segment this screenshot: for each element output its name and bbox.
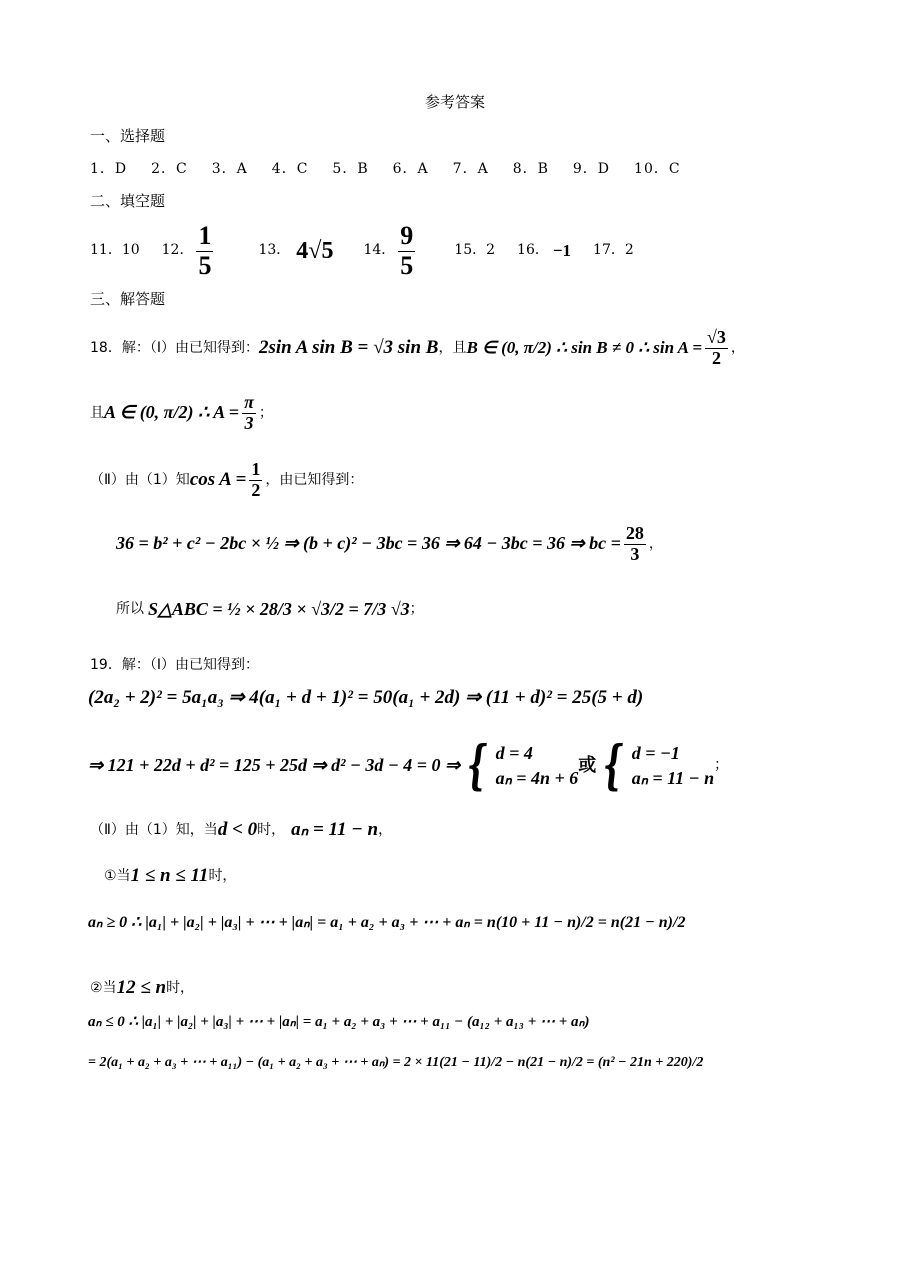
numerator: 1: [198, 221, 212, 250]
q18-part1: [90, 328, 745, 369]
q19-text: （Ⅱ）由（1）知，当: [90, 821, 218, 838]
q19-condition: 1 ≤ n ≤ 11: [130, 865, 209, 886]
q19-equation: aₙ ≤ 0 ∴ |a₁| + |a₂| + |a₃| + ⋯ + |aₙ| = a₁ + a₂ + a₃ + ⋯ + a₁₁ − (a₁₂ + a₁₃ + ⋯ + aₙ): [88, 1014, 590, 1030]
mcq-answer: 3．A: [211, 161, 248, 177]
section-fill-heading: 二、填空题: [90, 192, 166, 210]
q18-text: （Ⅱ）由（1）知: [90, 471, 190, 488]
numerator: 28: [625, 523, 644, 543]
mcq-answer: 2．C: [151, 161, 188, 177]
q19-text: 19．解：（Ⅰ）由已知得到：: [90, 657, 259, 673]
q18-part2-derivation: [116, 524, 663, 565]
q18-equation: 2sin A sin B = √3 sin B: [258, 336, 439, 358]
q19-case1-sum: [88, 914, 685, 932]
q19-text: ；: [714, 757, 729, 774]
page-title: 参考答案: [424, 93, 485, 111]
q18-equation: A ∈ (0, π/2) ∴ A =: [104, 402, 240, 423]
fill-answer-17: 17．2: [593, 242, 634, 259]
fill-label-16: 16．: [517, 242, 549, 259]
fill-answer-15: 15．2: [454, 242, 496, 259]
fraction: [624, 524, 646, 565]
q18-text: ；: [409, 601, 424, 618]
q19-equation: ⇒ 121 + 22d + d² = 125 + 25d ⇒ d² − 3d − 4 = 0 ⇒: [88, 755, 461, 776]
case2-an: aₙ = 11 − n: [631, 768, 715, 788]
fill-label-12: 12．: [161, 242, 194, 259]
q19-condition: d < 0: [217, 819, 258, 840]
denominator: 2: [711, 347, 721, 368]
q18-part1-cont: [90, 393, 273, 434]
q18-text: ，由已知得到：: [265, 471, 364, 488]
fill-answers: [90, 222, 656, 280]
q19-text: 时，: [166, 979, 195, 996]
mcq-answer: 5．B: [332, 161, 369, 177]
fill-label-14: 14．: [363, 242, 396, 259]
q19-equation: aₙ = 11 − n: [291, 819, 379, 840]
q19-equation: aₙ ≥ 0 ∴ |a₁| + |a₂| + |a₃| + ⋯ + |aₙ| = a₁ + a₂ + a₃ + ⋯ + aₙ = n(10 + 11 − n)/2 = n(21 − n)/2: [88, 914, 686, 931]
q19-equation-1: [88, 688, 643, 709]
left-brace: {: [466, 735, 487, 796]
denominator: 5: [198, 250, 212, 280]
mcq-answer: 8．B: [512, 161, 549, 177]
fill-answer-16: [517, 242, 571, 261]
fill-answer-13: [258, 238, 333, 264]
mcq-answer: 10．C: [634, 161, 681, 177]
denominator: 5: [400, 250, 414, 280]
q19-heading: [90, 656, 259, 673]
q18-text: ，且: [438, 339, 467, 356]
mcq-answers: [90, 162, 705, 177]
case1-an: aₙ = 4n + 6: [495, 768, 579, 788]
or-text: 或: [578, 755, 597, 777]
q19-text: 时，: [257, 821, 286, 838]
fill-value-13: 4√5: [296, 237, 334, 264]
mcq-answer: 1．D: [90, 161, 128, 177]
q18-heading: 18．解：（Ⅰ）由已知得到：: [90, 339, 259, 356]
fraction: [242, 393, 256, 434]
fill-answer-12: [162, 222, 217, 280]
fill-answer-11: 11．10: [90, 242, 140, 259]
case-brace: [460, 735, 579, 796]
section-choice-heading: 一、选择题: [90, 127, 166, 145]
denominator: 2: [251, 479, 261, 500]
mcq-answer: 9．D: [572, 161, 611, 177]
mcq-answer: 7．A: [452, 161, 489, 177]
denominator: 3: [244, 412, 254, 433]
numerator: √3: [707, 327, 726, 347]
fraction: [705, 328, 728, 369]
case2-d: d = −1: [631, 742, 680, 763]
fraction: [398, 222, 415, 280]
numerator: 9: [400, 221, 414, 250]
q19-case2: [90, 978, 194, 999]
fill-label-13: 13．: [258, 242, 291, 259]
q18-condition: B ∈ (0, π/2) ∴ sin B ≠ 0 ∴ sin A =: [466, 337, 703, 357]
q18-text: 所以: [116, 601, 144, 618]
q19-condition: 12 ≤ n: [116, 977, 167, 998]
denominator: 3: [630, 543, 640, 564]
section-solve-heading: 三、解答题: [90, 290, 166, 308]
mcq-answer: 4．C: [271, 161, 309, 177]
q18-text: ，: [730, 339, 745, 356]
q18-text: 且: [90, 404, 104, 421]
q19-text: ②当: [90, 979, 117, 996]
q19-text: 时，: [208, 867, 237, 884]
q19-case2-result: [88, 1055, 703, 1070]
q18-equation: S△ABC = ½ × 28/3 × √3/2 = 7/3 √3: [148, 599, 410, 619]
q18-text: ，: [648, 535, 663, 552]
case-brace: [596, 735, 715, 796]
fill-answer-14: [363, 222, 418, 280]
q19-text: ，: [378, 821, 393, 838]
q19-case2-sum: [88, 1014, 590, 1031]
numerator: π: [244, 392, 254, 412]
q18-text: ；: [258, 404, 273, 421]
q18-equation: cos A =: [189, 468, 247, 490]
mcq-answer: 6．A: [392, 161, 429, 177]
q18-area: [116, 600, 424, 620]
q18-part2: [90, 460, 363, 501]
q19-case1: [104, 866, 236, 887]
fraction: [196, 222, 213, 280]
q18-equation: 36 = b² + c² − 2bc × ½ ⇒ (b + c)² − 3bc = 36 ⇒ 64 − 3bc = 36 ⇒ bc =: [116, 533, 621, 554]
q19-equation-2: [88, 735, 729, 796]
q19-equation: (2a₂ + 2)² = 5a₁a₃ ⇒ 4(a₁ + d + 1)² = 50(a₁ + 2d) ⇒ (11 + d)² = 25(5 + d): [88, 687, 644, 708]
q19-equation: = 2(a₁ + a₂ + a₃ + ⋯ + a₁₁) − (a₁ + a₂ + a₃ + ⋯ + aₙ) = 2 × 11(21 − 11)/2 − n(21 − n)/2 = (n² − 21n + 220)/2: [88, 1055, 704, 1070]
fill-value-16: −1: [552, 240, 572, 260]
q19-text: ①当: [104, 867, 131, 884]
case1-d: d = 4: [495, 742, 533, 763]
q19-part2: [90, 820, 392, 841]
fraction: [249, 460, 262, 501]
numerator: 1: [251, 459, 261, 479]
left-brace: {: [602, 735, 624, 796]
